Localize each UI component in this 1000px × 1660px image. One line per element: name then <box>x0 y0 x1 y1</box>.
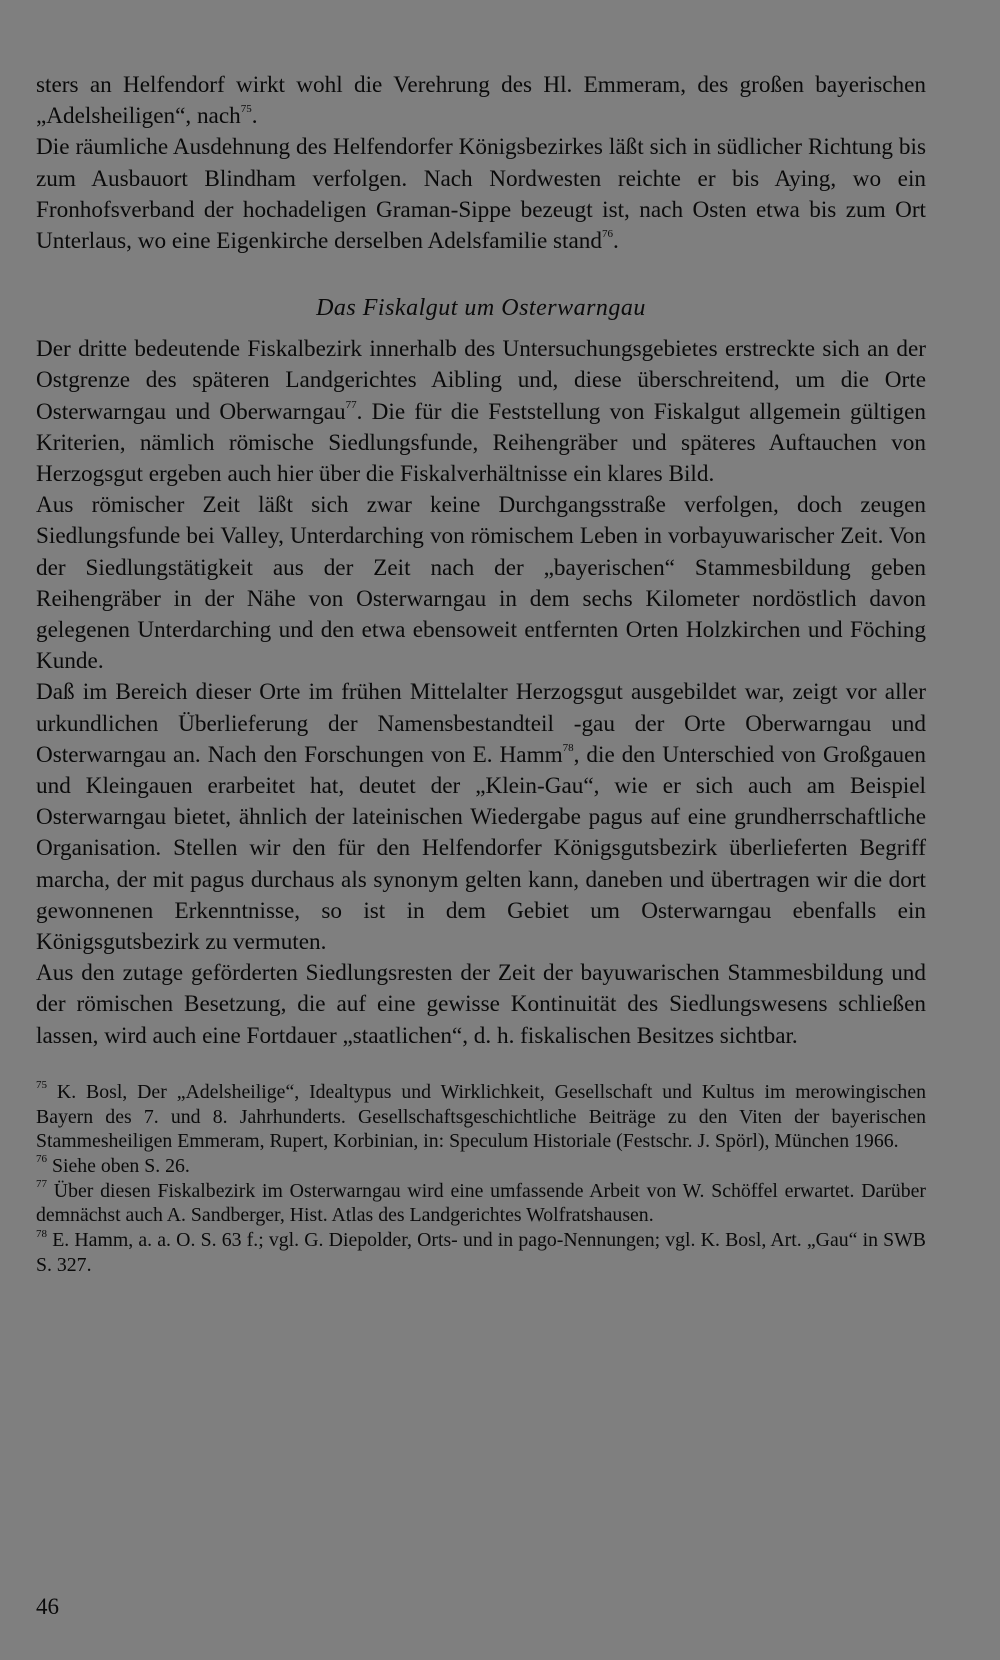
section-paragraph-3-text-b: , die den Unterschied von Großgauen und Kleingauen erarbeitet hat, deutet der „Klein-Gau“, wie er sich auch am Beispiel Osterwarngau bietet, ähnlich der lateinischen Wiedergabe pagus auf eine grundherrschaftliche Organisation. Stellen wir den für den Helfendorfer Königsgutsbezirk überlieferten Begriff marcha, der mit pagus durchaus als synonym gelten kann, daneben und übertragen wir die dort gewonnenen Erkenntnisse, so ist in dem Gebiet um Osterwarngau ebenfalls ein Königsgutsbezirk zu vermuten. <box>36 741 927 956</box>
intro-paragraph-1-end: . <box>251 103 258 130</box>
page-number: 46 <box>36 1594 59 1619</box>
section-paragraph-3-text-a: Daß im Bereich dieser Orte im frühen Mittelalter Herzogsgut ausgebildet war, zeigt vor aller urkundlichen Überlieferung der Namensbestandteil -gau der Orte Oberwarngau und Osterwarngau an. Nach den Forschungen von E. Hamm <box>36 679 926 768</box>
footnote-ref-76: 76 <box>601 228 613 241</box>
page-content <box>36 70 926 1278</box>
intro-paragraph-2-end: . <box>612 228 619 255</box>
footnote-76 <box>36 1154 926 1179</box>
footnote-text: K. Bosl, Der „Adelsheilige“, Idealtypus und Wirklichkeit, Gesellschaft und Kultus im merowingischen Bayern des 7. und 8. Jahrhunderts. Gesellschaftsgeschichtliche Beiträge zu den Viten der bayerischen Stammesheiligen Emmeram, Rupert, Korbinian, in: Speculum Historiale (Festschr. J. Spörl), München 1966. <box>36 1080 926 1153</box>
intro-paragraph-1 <box>36 70 926 132</box>
footnote-number: 77 <box>36 1178 47 1191</box>
footnotes <box>36 1080 926 1278</box>
intro-text <box>36 70 926 257</box>
footnote-number: 76 <box>36 1153 47 1166</box>
footnote-77 <box>36 1179 926 1228</box>
intro-paragraph-1-text: sters an Helfendorf wirkt wohl die Verehrung des Hl. Emmeram, des großen bayerischen „Adelsheiligen“, nach <box>36 72 926 130</box>
section-text <box>36 334 926 1052</box>
footnote-number: 75 <box>36 1079 47 1092</box>
section-paragraph-1-text-a: Der dritte bedeutende Fiskalbezirk innerhalb des Untersuchungsgebietes erstreckte sich an der Ostgrenze des späteren Landgerichtes Aibling und, diese überschreitend, um die Orte Osterwarngau und Oberwarngau <box>36 336 926 425</box>
section-paragraph-3 <box>36 677 926 958</box>
section-paragraph-4: Aus den zutage geförderten Siedlungsresten der Zeit der bayuwarischen Stammesbildung und der römischen Besetzung, die auf eine gewisse Kontinuität des Siedlungswesens schließen lassen, wird auch eine Fortdauer „staatlichen“, d. h. fiskalischen Besitzes sichtbar. <box>36 960 926 1049</box>
section-paragraph-2: Aus römischer Zeit läßt sich zwar keine Durchgangsstraße verfolgen, doch zeugen Siedlungsfunde bei Valley, Unterdarching von römischem Leben in vorbayuwarischer Zeit. Von der Siedlungstätigkeit aus der Zeit nach der „bayerischen“ Stammesbildung geben Reihengräber in der Nähe von Osterwarngau in dem sechs Kilometer nordöstlich davon gelegenen Unterdarching und den etwa ebensoweit entfernten Orten Holzkirchen und Föching Kunde. <box>36 492 926 675</box>
footnote-ref-77: 77 <box>345 398 357 411</box>
section-paragraph-1-text-b: . Die für die Feststellung von Fiskalgut allgemein gültigen Kriterien, nämlich römische Siedlungsfunde, Reihengräber und späteres Auftauchen von Herzogsgut ergeben auch hier über die Fiskalverhältnisse ein klares Bild. <box>36 398 926 488</box>
footnote-75 <box>36 1080 926 1154</box>
footnote-text: Siehe oben S. 26. <box>51 1155 190 1177</box>
intro-paragraph-2 <box>36 132 926 257</box>
footnote-ref-78: 78 <box>562 742 574 755</box>
footnote-ref-75: 75 <box>240 103 252 116</box>
footnote-text: Über diesen Fiskalbezirk im Osterwarngau wird eine umfassende Arbeit von W. Schöffel erwartet. Darüber demnächst auch A. Sandberger, Hist. Atlas des Landgerichtes Wolfratshausen. <box>36 1179 927 1227</box>
intro-paragraph-2-text: Die räumliche Ausdehnung des Helfendorfer Königsbezirkes läßt sich in südlicher Richtung bis zum Ausbauort Blindham verfolgen. Nach Nordwesten reichte er bis Aying, wo ein Fronhofsverband der hochadeligen Graman-Sippe bezeugt ist, nach Osten etwa bis zum Ort Unterlaus, wo eine Eigenkirche derselben Adelsfamilie stand <box>36 134 926 255</box>
section-paragraph-1 <box>36 334 926 490</box>
footnote-78 <box>36 1228 926 1277</box>
section-heading: Das Fiskalgut um Osterwarngau <box>316 295 646 322</box>
footnote-number: 78 <box>36 1227 47 1240</box>
footnote-text: E. Hamm, a. a. O. S. 63 f.; vgl. G. Diepolder, Orts- und in pago-Nennungen; vgl. K. Bosl, Art. „Gau“ in SWB S. 327. <box>36 1229 927 1276</box>
